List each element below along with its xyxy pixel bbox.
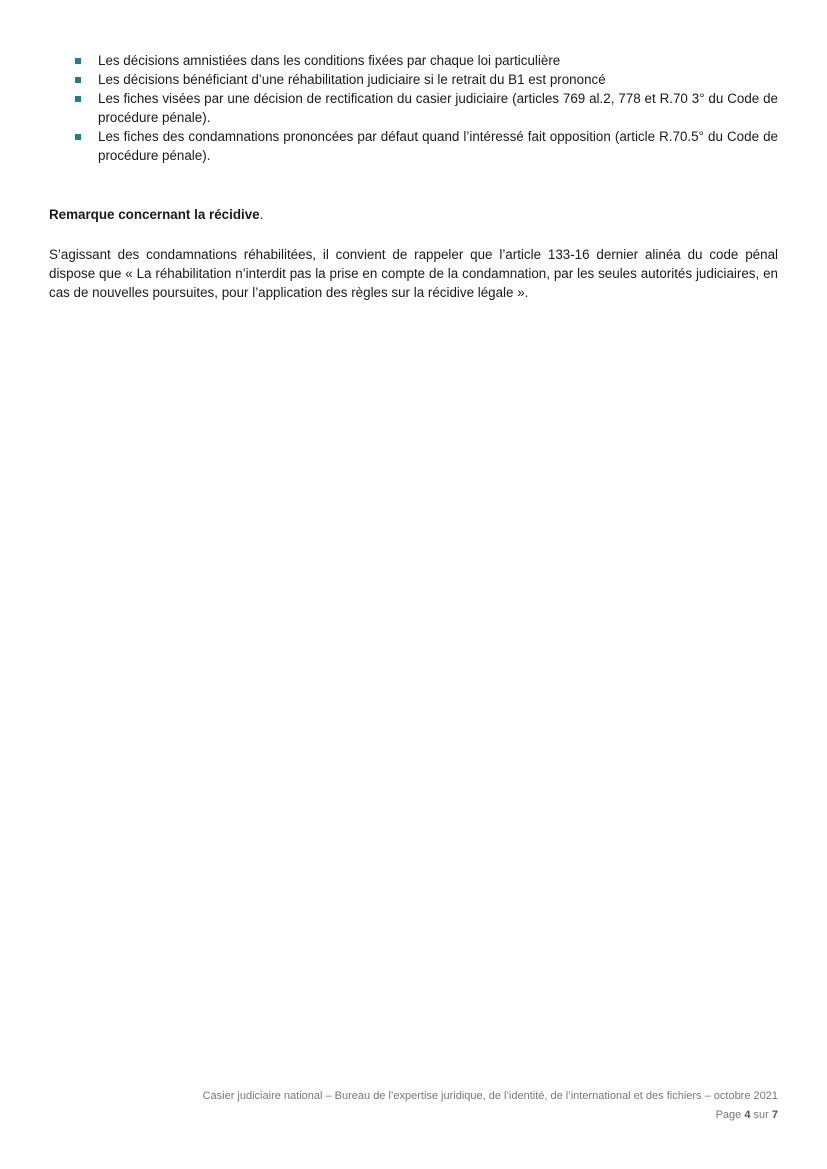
- remark-heading-text: Remarque concernant la récidive: [49, 207, 260, 222]
- square-bullet-icon: [75, 96, 81, 102]
- square-bullet-icon: [75, 58, 81, 64]
- list-item-text: Les décisions bénéficiant d’une réhabilitation judiciaire si le retrait du B1 est prononcé: [98, 72, 606, 87]
- list-item: [74, 51, 778, 70]
- remark-paragraph: S’agissant des condamnations réhabilitées, il convient de rappeler que l’article 133-16 dernier alinéa du code pénal dispose que « La réhabilitation n’interdit pas la prise en compte de la condamnation, par les seules autorités judiciaires, en cas de nouvelles poursuites, pour l’application des règles sur la récidive légale ».: [49, 247, 778, 300]
- list-item: [74, 127, 778, 165]
- page-number: [716, 1108, 778, 1123]
- remark-heading-punct: .: [259, 207, 264, 222]
- bullet-list: [74, 51, 778, 165]
- list-item-text: Les fiches visées par une décision de rectification du casier judiciaire (articles 769 al.2, 778 et R.70 3° du Code de procédure pénale).: [98, 91, 778, 125]
- footer-text: Casier judiciaire national – Bureau de l’expertise juridique, de l’identité, de l’international et des fichiers – octobre 2021: [202, 1090, 778, 1102]
- page-current: 4: [744, 1109, 751, 1121]
- page-prefix: Page: [715, 1109, 742, 1121]
- list-item-text: Les décisions amnistiées dans les conditions fixées par chaque loi particulière: [98, 53, 561, 68]
- list-item-text: Les fiches des condamnations prononcées par défaut quand l’intéressé fait opposition (article R.70.5° du Code de procédure pénale).: [98, 129, 778, 163]
- list-item: [74, 70, 778, 89]
- square-bullet-icon: [75, 134, 81, 140]
- remark-heading: [49, 205, 778, 224]
- list-item: [74, 89, 778, 127]
- page-separator: sur: [753, 1109, 769, 1121]
- page-total: 7: [771, 1109, 778, 1121]
- square-bullet-icon: [75, 77, 81, 83]
